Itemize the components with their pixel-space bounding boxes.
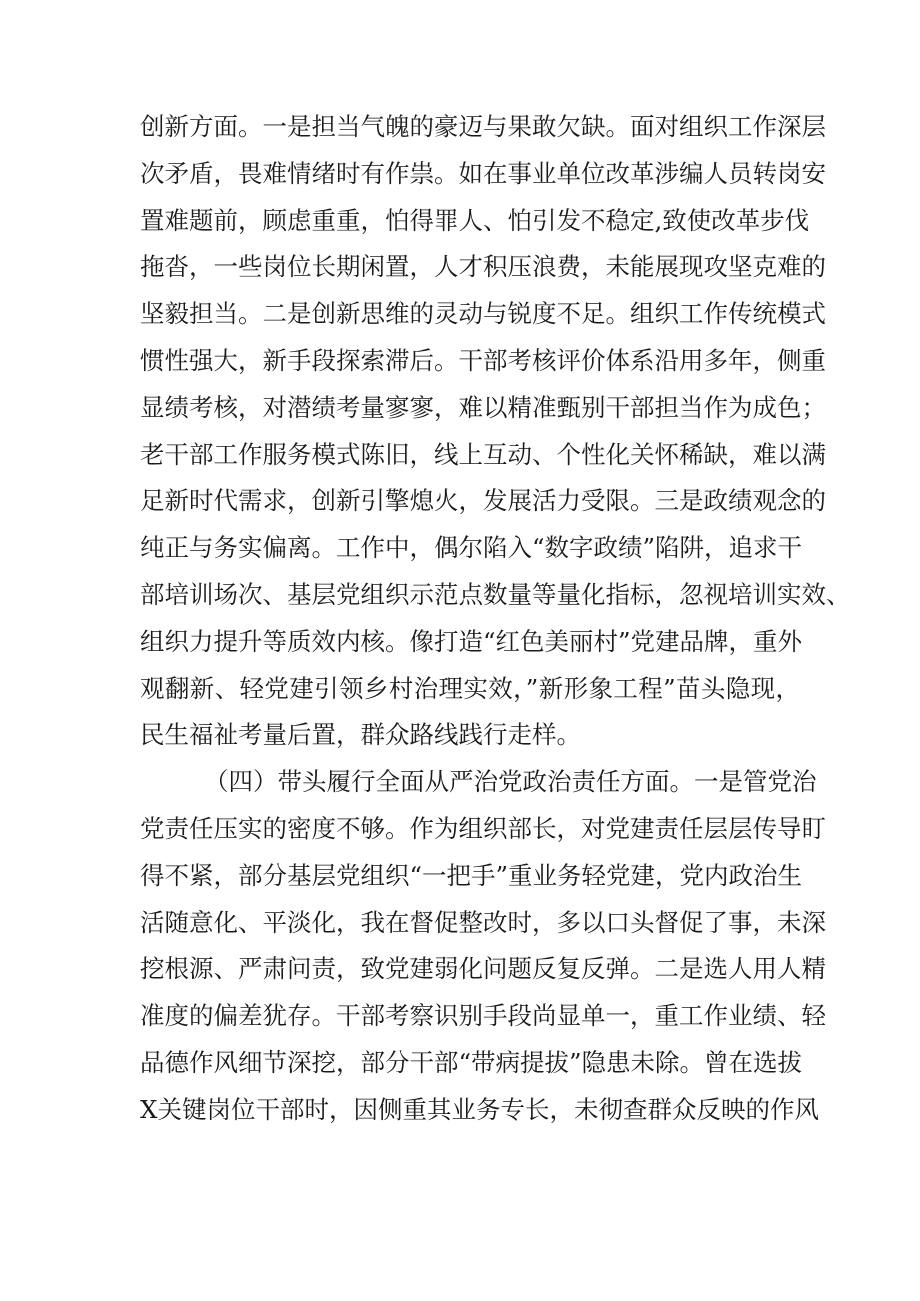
- text-line: 拖沓，一些岗位长期闲置，人才积压浪费，未能展现攻坚克难的: [140, 252, 826, 282]
- text-line: 得不紧，部分基层党组织“一把手”重业务轻党建，党内政治生: [140, 860, 803, 890]
- text-line: 坚毅担当。二是创新思维的灵动与锐度不足。组织工作传统模式: [140, 299, 826, 329]
- text-line: 准度的偏差犹存。干部考察识别手段尚显单一，重工作业绩、轻: [140, 1001, 826, 1031]
- text-line: （四）带头履行全面从严治党政治责任方面。一是管党治: [204, 767, 817, 797]
- paragraph-2: [140, 759, 826, 1133]
- text-line: 创新方面。一是担当气魄的豪迈与果敢欠缺。面对组织工作深层: [140, 112, 826, 141]
- text-line: 置难题前，顾虑重重，怕得罪人、怕引发不稳定,致使改革步伐: [140, 205, 810, 235]
- text-line: 惯性强大，新手段探索滞后。干部考核评价体系沿用多年，侧重: [140, 345, 826, 375]
- body-text: [140, 104, 851, 1134]
- text-line: 民生福祉考量后置，群众路线践行走样。: [140, 720, 581, 750]
- text-line: 品德作风细节深挖，部分干部“带病提拔”隐患未除。曾在选拔: [140, 1047, 803, 1077]
- text-line: 活随意化、平淡化，我在督促整改时，多以口头督促了事，未深: [140, 907, 826, 937]
- text-line: 组织力提升等质效内核。像打造“红色美丽村”党建品牌，重外: [140, 626, 803, 656]
- text-line: 观翻新、轻党建引领乡村治理实效，”新形象工程”苗头隐现，: [140, 673, 800, 703]
- paragraph-1: [140, 104, 851, 759]
- text-line: X关键岗位干部时，因侧重其业务专长，未彻查群众反映的作风: [140, 1094, 819, 1124]
- text-line: 纯正与务实偏离。工作中，偶尔陷入“数字政绩”陷阱，追求干: [140, 533, 803, 563]
- text-line: 显绩考核，对潜绩考量寥寥，难以精准甄别干部担当作为成色；: [140, 392, 826, 422]
- text-line: 部培训场次、基层党组织示范点数量等量化指标，忽视培训实效、: [140, 579, 851, 609]
- text-line: 次矛盾，畏难情绪时有作祟。如在事业单位改革涉编人员转岗安: [140, 158, 826, 188]
- text-line: 党责任压实的密度不够。作为组织部长，对党建责任层层传导盯: [140, 813, 826, 843]
- text-line: 足新时代需求，创新引擎熄火，发展活力受限。三是政绩观念的: [140, 486, 826, 516]
- text-line: 挖根源、严肃问责，致党建弱化问题反复反弹。二是选人用人精: [140, 954, 826, 984]
- text-line: 老干部工作服务模式陈旧，线上互动、个性化关怀稀缺，难以满: [140, 439, 826, 469]
